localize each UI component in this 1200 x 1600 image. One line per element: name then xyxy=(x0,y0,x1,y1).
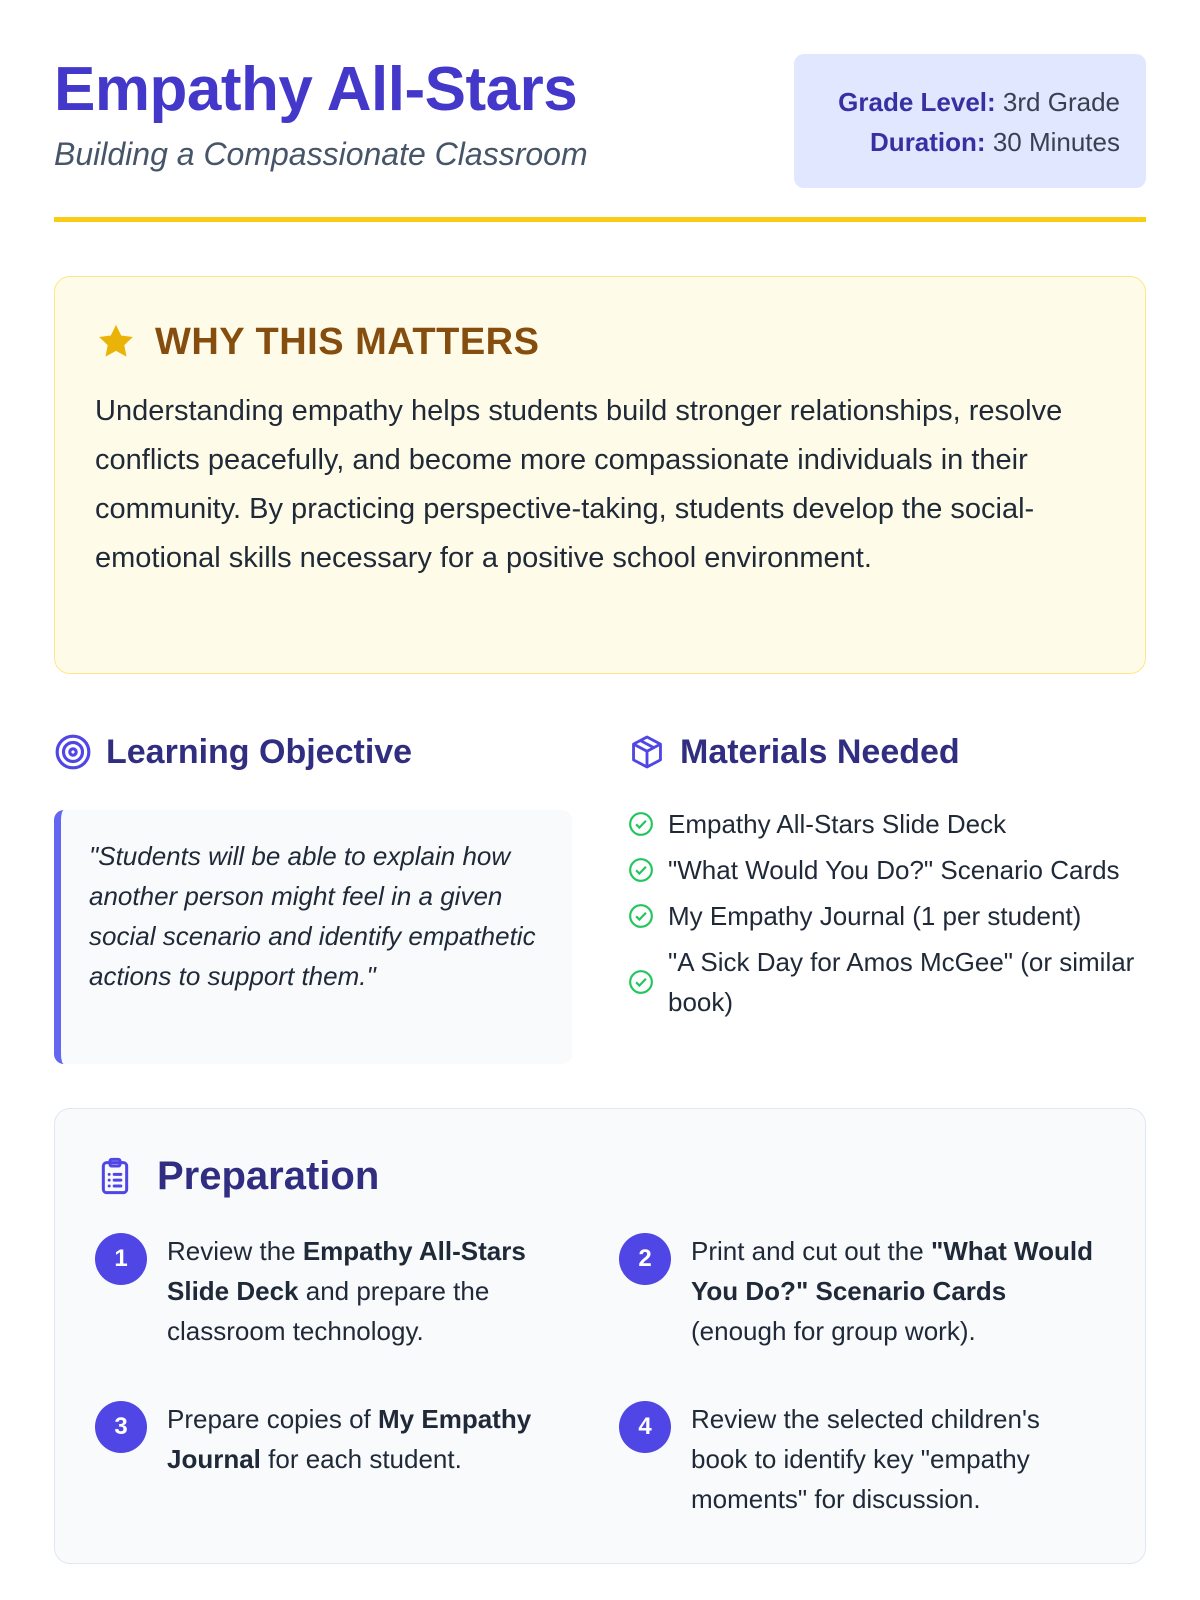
objective-title: Learning Objective xyxy=(106,732,413,771)
why-text: Understanding empathy helps students build stronger relationships, resolve conflicts peacefully, and become more compassionate individuals in their community. By practicing perspective-taking, students develop the social-emotional skills necessary for a positive school environment. xyxy=(95,395,1063,574)
materials-title: Materials Needed xyxy=(680,732,960,771)
step-number: 1 xyxy=(95,1233,147,1285)
step-text xyxy=(167,1399,575,1479)
preparation-card xyxy=(54,1108,1146,1564)
header xyxy=(54,0,1146,222)
materials-header xyxy=(628,730,1148,774)
clipboard-icon xyxy=(95,1156,135,1196)
duration-value: 30 Minutes xyxy=(992,127,1120,157)
list-item xyxy=(628,896,1148,936)
check-circle-icon xyxy=(628,857,654,883)
check-circle-icon xyxy=(628,903,654,929)
grade-level-value: 3rd Grade xyxy=(1002,87,1120,117)
prep-step xyxy=(95,1231,575,1351)
prep-step xyxy=(95,1399,575,1479)
step-number: 3 xyxy=(95,1401,147,1453)
objective-header xyxy=(54,730,572,774)
box-icon xyxy=(628,733,666,771)
why-this-matters-card xyxy=(54,276,1146,674)
lesson-info-box xyxy=(794,54,1146,188)
preparation-title: Preparation xyxy=(157,1153,380,1198)
preparation-header xyxy=(95,1149,1105,1203)
prep-step xyxy=(619,1399,1099,1519)
step-text-post: (enough for group work). xyxy=(691,1316,976,1346)
materials-section xyxy=(628,730,1148,1028)
check-circle-icon xyxy=(628,811,654,837)
list-item xyxy=(628,850,1148,890)
page-subtitle: Building a Compassionate Classroom xyxy=(54,136,588,172)
material-text: My Empathy Journal (1 per student) xyxy=(668,901,1082,931)
step-text-pre: Review the selected children's book to identify key "empathy moments" for discussion. xyxy=(691,1404,1040,1514)
step-text xyxy=(167,1231,575,1351)
prep-step xyxy=(619,1231,1099,1351)
material-text: Empathy All-Stars Slide Deck xyxy=(668,809,1007,839)
step-text-bold: "What Would You Do?" Scenario Cards xyxy=(691,1236,1093,1306)
why-title: WHY THIS MATTERS xyxy=(155,320,540,363)
grade-level-label: Grade Level: xyxy=(838,87,996,117)
materials-list xyxy=(628,804,1148,1022)
step-text-pre: Review the xyxy=(167,1236,303,1266)
why-header xyxy=(95,317,1105,367)
step-text-bold: My Empathy Journal xyxy=(167,1404,532,1474)
material-text: "A Sick Day for Amos McGee" (or similar book) xyxy=(668,947,1135,1017)
duration-label: Duration: xyxy=(870,127,986,157)
step-text-bold: Empathy All-Stars Slide Deck xyxy=(167,1236,526,1306)
step-text-pre: Print and cut out the xyxy=(691,1236,931,1266)
material-text: "What Would You Do?" Scenario Cards xyxy=(668,855,1120,885)
step-number: 4 xyxy=(619,1401,671,1453)
check-circle-icon xyxy=(628,969,654,995)
step-text xyxy=(691,1399,1099,1519)
learning-objective-section xyxy=(54,730,572,1064)
objective-quote: "Students will be able to explain how another person might feel in a given social scenario and identify empathetic actions to support them." xyxy=(54,810,572,1064)
step-number: 2 xyxy=(619,1233,671,1285)
page-title: Empathy All-Stars xyxy=(54,55,578,124)
list-item xyxy=(628,804,1148,844)
grade-level-line xyxy=(794,82,1120,122)
star-icon xyxy=(95,321,137,363)
target-icon xyxy=(54,733,92,771)
step-text xyxy=(691,1231,1099,1351)
step-text-pre: Prepare copies of xyxy=(167,1404,379,1434)
duration-line xyxy=(794,122,1120,162)
step-text-post: for each student. xyxy=(260,1444,462,1474)
step-text-post: and prepare the classroom technology. xyxy=(167,1276,490,1346)
list-item xyxy=(628,942,1148,1022)
